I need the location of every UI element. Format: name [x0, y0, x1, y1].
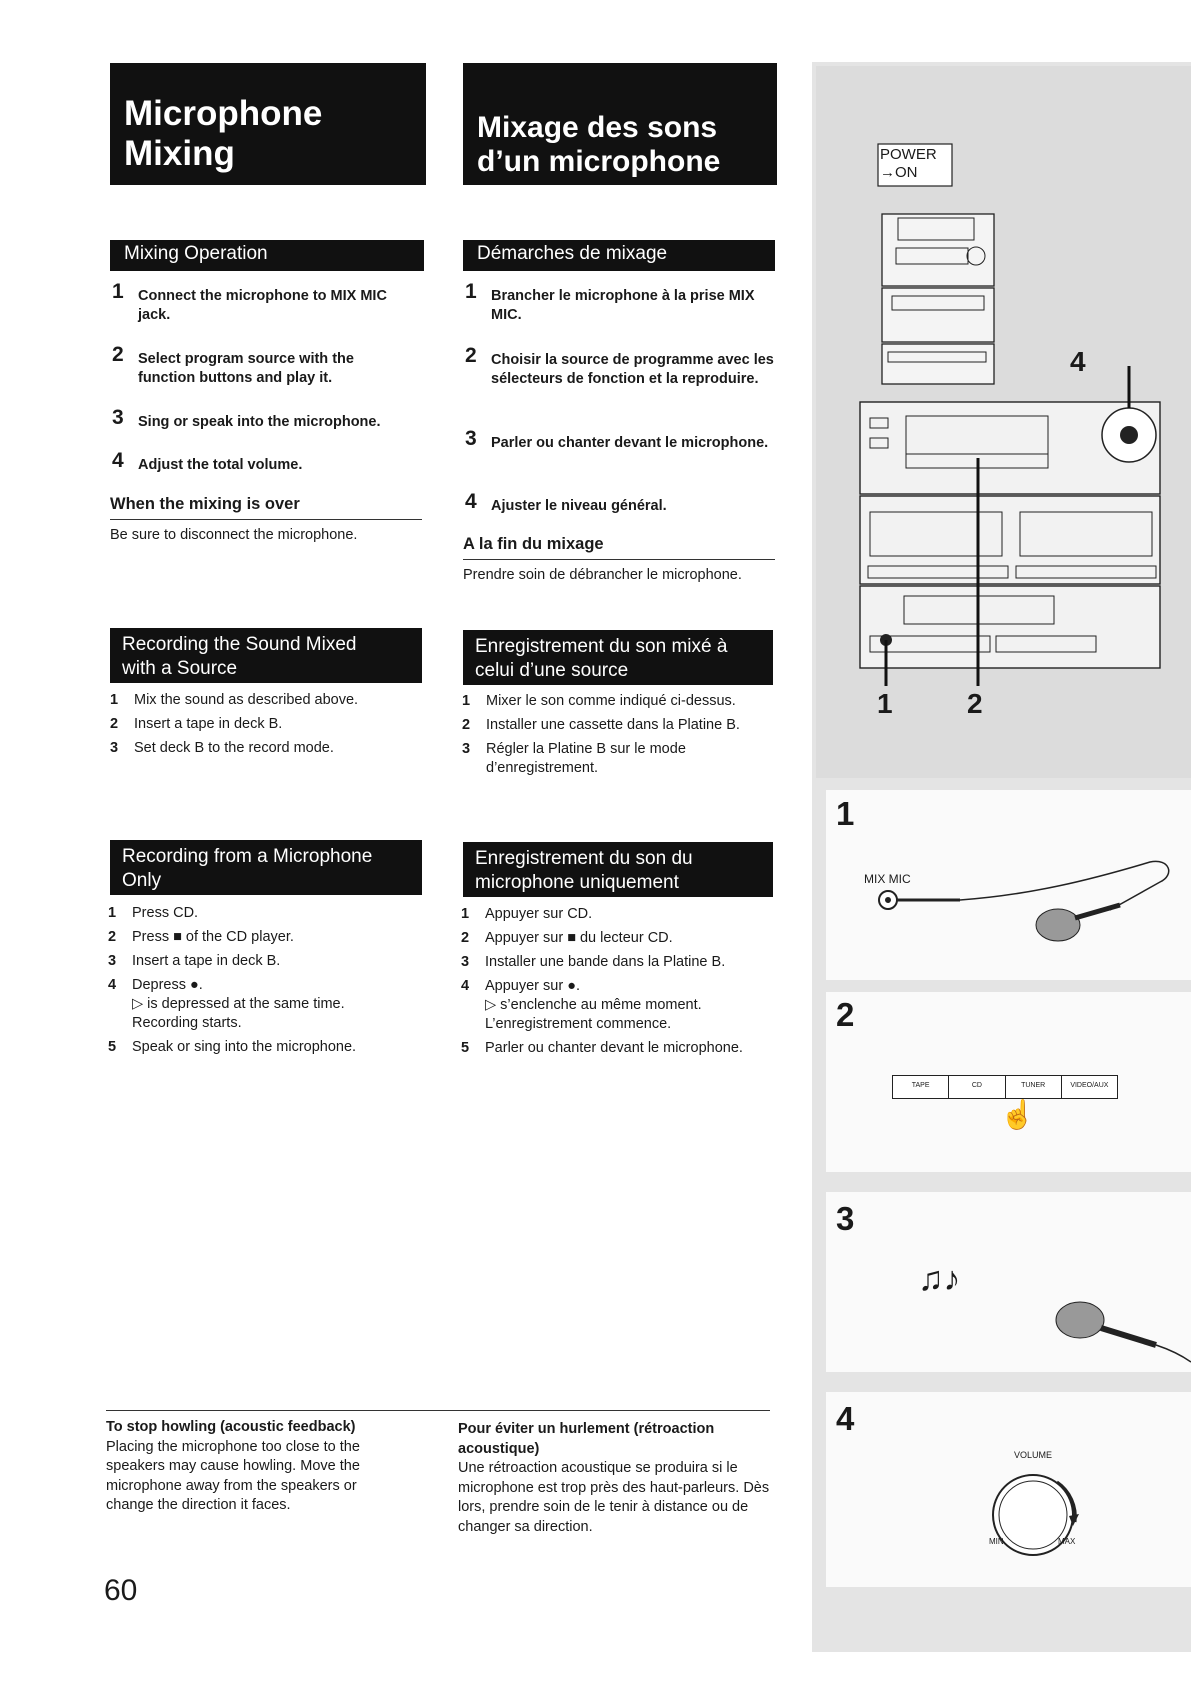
power-label-line: →ON [880, 164, 918, 181]
list-item [110, 715, 420, 734]
step-number: 1 [108, 905, 117, 921]
mixing-fr-step [465, 280, 775, 325]
mixing-en-step [112, 343, 412, 388]
step-text: Choisir la source de programme avec les sélecteurs de fonction et la reproduire. [491, 352, 774, 387]
function-button-tape: TAPE [893, 1076, 949, 1098]
note-fr-text: Une rétroaction acoustique se produira si le microphone est trop près des haut-parleurs. Dès lors, prendre soin de le tenir à distance ou de changer sa direction. [458, 1460, 770, 1535]
header-line: Enregistrement du son mixé à [475, 636, 728, 657]
header-line: microphone uniquement [475, 872, 679, 893]
list-item [461, 977, 781, 1034]
list-item [461, 905, 781, 924]
step-number: 2 [112, 343, 124, 366]
mixing-fr-step [465, 490, 775, 516]
header-line: with a Source [122, 658, 238, 679]
function-button-tuner: TUNER [1006, 1076, 1062, 1098]
step-text: Ajuster le niveau général. [491, 498, 667, 514]
list-item [462, 716, 777, 735]
list-item [110, 691, 420, 710]
header-line: Enregistrement du son du [475, 848, 693, 869]
panel-number-3: 3 [836, 1200, 855, 1237]
step-number: 4 [112, 449, 124, 472]
step-number: 4 [108, 977, 117, 993]
list-item [461, 953, 781, 972]
note-fr [458, 1420, 778, 1537]
note-en [106, 1418, 406, 1516]
step-number: 3 [465, 427, 477, 450]
step-text: Connect the microphone to MIX MIC jack. [138, 288, 387, 323]
mixing-fr-step [465, 427, 775, 453]
step-text: Appuyer sur CD. [485, 906, 593, 922]
step-number: 1 [465, 280, 477, 303]
list-item [108, 1038, 423, 1057]
step-text: Set deck B to the record mode. [134, 740, 334, 756]
step-number: 1 [110, 692, 119, 708]
step-text: Insert a tape in deck B. [132, 953, 281, 969]
step-text: Installer une cassette dans la Platine B. [486, 717, 740, 733]
mix-mic-label: MIX MIC [864, 872, 911, 886]
device-figure [816, 66, 1191, 778]
step-text: Appuyer sur ■ du lecteur CD. [485, 930, 673, 946]
panel-number-4: 4 [836, 1400, 855, 1437]
music-notes-icon: ♫♪ [918, 1260, 961, 1298]
header-line: Only [122, 870, 162, 891]
mixing-fr-header: Démarches de mixage [463, 240, 775, 271]
step-text: Depress ●. [132, 977, 203, 993]
step-text: Brancher le microphone à la prise MIX MIC. [491, 288, 755, 323]
step-text: Mixer le son comme indiqué ci-dessus. [486, 693, 736, 709]
step-note: Recording starts. [132, 1015, 242, 1031]
min-label: MIN [989, 1537, 1004, 1546]
rec-mic-en-header [110, 840, 422, 895]
mixing-fr-end-title: A la fin du mixage [463, 535, 775, 560]
header-line: Recording the Sound Mixed [122, 634, 357, 655]
panel-number-2: 2 [836, 996, 855, 1033]
max-label: MAX [1058, 1537, 1076, 1546]
step-number: 5 [461, 1040, 470, 1056]
mixing-en-step [112, 406, 412, 432]
step-note: ▷ s’enclenche au même moment. [485, 997, 702, 1013]
list-item [108, 904, 423, 923]
step-text: Adjust the total volume. [138, 457, 303, 473]
step-text: Press ■ of the CD player. [132, 929, 294, 945]
step-number: 1 [461, 906, 470, 922]
step-text: Appuyer sur ●. [485, 978, 580, 994]
rec-source-fr-list [462, 692, 777, 783]
note-fr-title: Pour éviter un hurlement (rétroaction acoustique) [458, 1421, 715, 1457]
list-item [461, 1039, 781, 1058]
callout-4: 4 [1070, 346, 1086, 377]
microphone-cable-illustration [870, 850, 1180, 950]
step-text: Installer une bande dans la Platine B. [485, 954, 726, 970]
step-text: Parler ou chanter devant le microphone. [485, 1040, 743, 1056]
rec-source-en-list [110, 691, 420, 763]
power-label [880, 146, 937, 182]
callout-2: 2 [967, 688, 983, 719]
step-text: Speak or sing into the microphone. [132, 1039, 357, 1055]
title-fr [463, 63, 777, 185]
rec-mic-fr-header [463, 842, 773, 897]
list-item [108, 928, 423, 947]
step-number: 4 [465, 490, 477, 513]
step-number: 3 [462, 741, 471, 757]
notes-divider [106, 1410, 770, 1411]
mixing-en-end-text: Be sure to disconnect the microphone. [110, 527, 358, 543]
step-text: Régler la Platine B sur le mode d’enregistrement. [486, 741, 686, 776]
volume-knob-illustration [975, 1460, 1095, 1570]
list-item [461, 929, 781, 948]
volume-label: VOLUME [1014, 1450, 1053, 1460]
function-buttons [892, 1075, 1118, 1099]
rec-source-en-header [110, 628, 422, 683]
mixing-fr-end-text: Prendre soin de débrancher le microphone. [463, 567, 742, 583]
panel-number-1: 1 [836, 795, 855, 832]
step-number: 2 [108, 929, 117, 945]
step-number: 2 [110, 716, 119, 732]
mixing-en-end-title: When the mixing is over [110, 495, 422, 520]
step-note: L’enregistrement commence. [485, 1016, 672, 1032]
rec-mic-en-list [108, 904, 423, 1062]
step-number: 1 [112, 280, 124, 303]
stereo-system-illustration [816, 66, 1191, 778]
rec-source-fr-header [463, 630, 773, 685]
step-number: 2 [462, 717, 471, 733]
step-text: Mix the sound as described above. [134, 692, 359, 708]
title-en-line1: Microphone [124, 94, 323, 133]
title-fr-line1: Mixage des sons [477, 111, 718, 144]
note-en-title: To stop howling (acoustic feedback) [106, 1419, 356, 1435]
title-en [110, 63, 426, 185]
step-note: ▷ is depressed at the same time. [132, 996, 345, 1012]
function-button-cd: CD [949, 1076, 1005, 1098]
rec-mic-fr-list [461, 905, 781, 1063]
list-item [108, 952, 423, 971]
step-number: 4 [461, 978, 470, 994]
step-number: 2 [461, 930, 470, 946]
page-number: 60 [104, 1574, 138, 1607]
step-text: Insert a tape in deck B. [134, 716, 283, 732]
mixing-fr-step [465, 344, 775, 389]
title-fr-line2: d’un microphone [477, 145, 721, 178]
power-label-line: POWER [880, 146, 937, 163]
list-item [462, 740, 777, 778]
list-item [108, 976, 423, 1033]
step-number: 2 [465, 344, 477, 367]
mixing-en-step [112, 280, 412, 325]
microphone-illustration [1046, 1290, 1191, 1370]
title-en-line2: Mixing [124, 134, 235, 173]
step-number: 3 [110, 740, 119, 756]
pointing-hand-icon: ☝ [1000, 1099, 1035, 1130]
step-number: 3 [461, 954, 470, 970]
step-text: Sing or speak into the microphone. [138, 414, 381, 430]
step-text: Parler ou chanter devant le microphone. [491, 435, 769, 451]
step-number: 3 [112, 406, 124, 429]
callout-1: 1 [877, 688, 893, 719]
note-en-text: Placing the microphone too close to the speakers may cause howling. Move the microphone away from the speakers or change the direction it faces. [106, 1438, 360, 1513]
header-line: celui d’une source [475, 660, 629, 681]
mixing-en-header: Mixing Operation [110, 240, 424, 271]
list-item [462, 692, 777, 711]
step-text: Select program source with the function buttons and play it. [138, 351, 354, 386]
list-item [110, 739, 420, 758]
function-button-video-aux: VIDEO/AUX [1070, 1082, 1109, 1089]
header-line: Recording from a Microphone [122, 846, 373, 867]
step-number: 5 [108, 1039, 117, 1055]
step-text: Press CD. [132, 905, 199, 921]
step-number: 3 [108, 953, 117, 969]
step-number: 1 [462, 693, 471, 709]
mixing-en-step [112, 449, 412, 475]
